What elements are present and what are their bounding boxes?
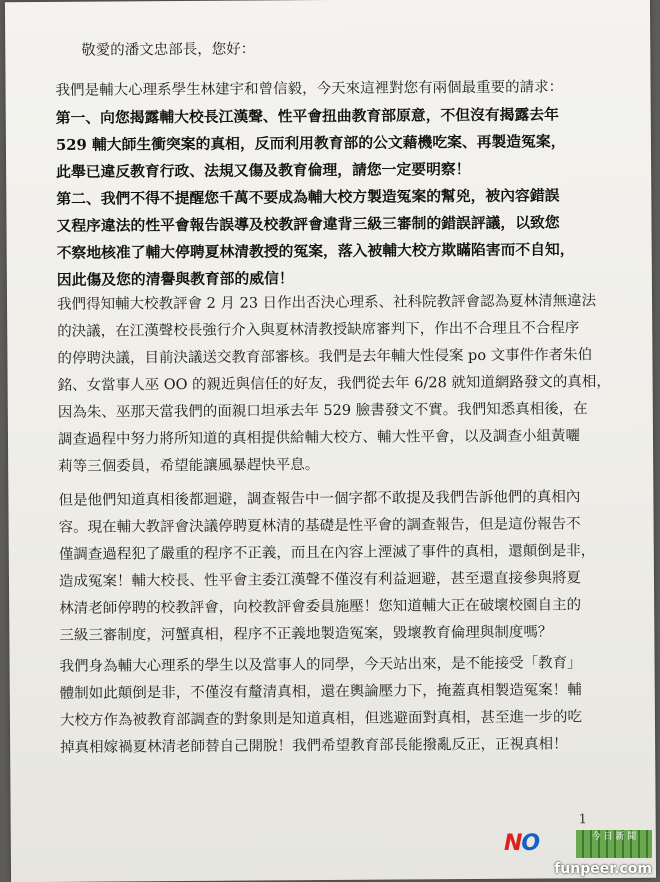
paragraph-line: 造成冤案！輔大校長、性平會主委江漢聲不僅沒有利益迴避，甚至還直接參與將夏 — [58, 570, 582, 590]
request-line: 此舉已違反教育行政、法規又傷及教育倫理，請您一定要明察！ — [56, 161, 471, 181]
paragraph-line: 我們身為輔大心理系的學生以及當事人的同學，今天站出來，是不能接受「教育」 — [59, 655, 582, 675]
request-line: 又程序違法的性平會報告誤導及校教評會違背三級三審制的錯誤評議，以致您 — [56, 214, 560, 235]
site-watermark: funpeer.com — [554, 861, 652, 877]
request-line: 529 輔大師生衝突案的真相，反而利用教育部的公文藉機吃案、再製造冤案， — [55, 133, 566, 154]
letter-requests — [55, 74, 616, 294]
request-line: 第二、我們不得不提醒您千萬不要成為輔大校方製造冤案的幫兇，被內容錯誤 — [56, 187, 560, 208]
paragraph-line: 的停聘決議，目前決議送交教育部審核。我們是去年輔大性侵案 po 文事件作者朱伯 — [57, 347, 593, 367]
request-line: 第一、向您揭露輔大校長江漢聲、性平會扭曲教育部原意，不但沒有揭露去年 — [55, 106, 559, 127]
paragraph-line: 但是他們知道真相後都迴避，調查報告中一個字都不敢提及我們告訴他們的真相內 — [58, 489, 581, 509]
paragraph-line: 大校方作為被教育部調查的對象則是知道真相，但逃避面對真相，甚至進一步的吃 — [59, 709, 582, 729]
paragraph-line: 掉真相嫁禍夏林清老師替自己開脫！我們希望教育部長能撥亂反正，正視真相！ — [60, 736, 568, 756]
paragraph-line: 的決議，在江漢聲校長強行介入與夏林清教授缺席審判下，作出不合理且不合程序 — [57, 320, 580, 340]
letter-greeting: 敬愛的潘文忠部長，您好： — [81, 41, 256, 59]
paragraph-1 — [57, 288, 618, 481]
paragraph-line: 銘、女當事人巫 OO 的親近與信任的好友，我們從去年 6/28 就知道網路發文的真相， — [57, 374, 611, 394]
paragraph-line: 我們得知輔大校教評會 2 月 23 日作出否決心理系、社科院教評會認為夏林清無違法 — [56, 293, 597, 313]
intro-line: 我們是輔大心理系學生林建宇和曾信毅，今天來這裡對您有兩個最重要的請求： — [55, 79, 564, 99]
paragraph-line: 調查過程中努力將所知道的真相提供給輔大校方、輔大性平會，以及調查小組黃囇 — [57, 428, 581, 448]
news-logo-tag: 今 日 新 聞 — [576, 830, 652, 858]
request-line: 不察地核准了輔大停聘夏林清教授的冤案，落入被輔大校方欺瞞陷害而不自知， — [56, 241, 575, 262]
paragraph-line: 莉等三個委員，希望能讓風暴趕快平息。 — [58, 457, 320, 475]
paragraph-line: 三級三審制度，河蟹真相，程序不正義地製造冤案，毀壞教育倫理與制度嗎？ — [59, 624, 553, 644]
page-number: 1 — [578, 812, 587, 828]
news-logo-mark: NO — [504, 831, 540, 856]
paragraph-line: 容。現在輔大教評會決議停聘夏林清的基礎是性平會的調查報告，但是這份報告不 — [58, 516, 581, 536]
paragraph-line: 因為朱、巫那天當我們的面親口坦承去年 529 臉書發文不實。我們知悉真相後，在 — [57, 401, 588, 421]
paragraph-3 — [59, 650, 620, 762]
news-logo — [504, 830, 654, 858]
paragraph-line: 體制如此顛倒是非，不僅沒有釐清真相，還在輿論壓力下，掩蓋真相製造冤案！輔 — [59, 682, 582, 702]
letter-page — [5, 0, 656, 882]
request-line: 因此傷及您的清譽與教育部的威信！ — [56, 270, 294, 289]
paragraph-line: 林清老師停聘的校教評會，向校教評會委員施壓！您知道輔大正在破壞校園自主的 — [59, 597, 582, 617]
paragraph-line: 僅調查過程犯了嚴重的程序不正義，而且在內容上湮滅了事件的真相，還顛倒是非， — [58, 543, 596, 563]
paragraph-2 — [58, 484, 619, 650]
